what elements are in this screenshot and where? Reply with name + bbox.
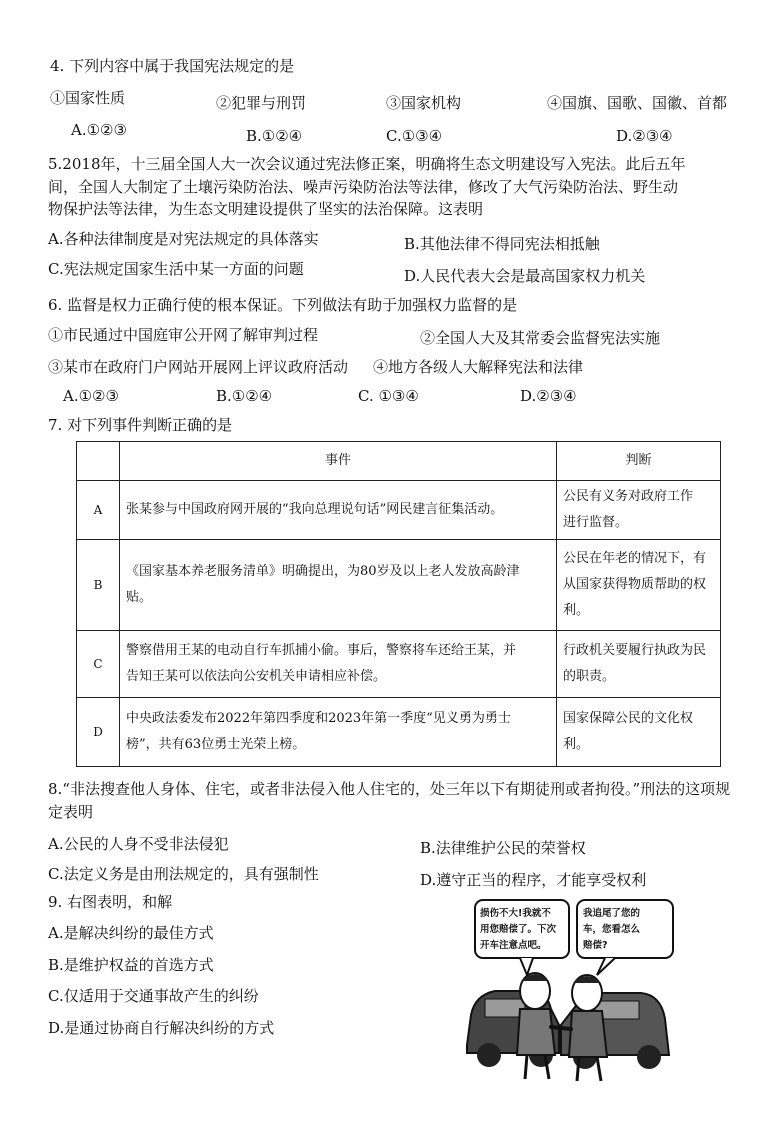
q6-option-d[interactable]: D.②③④ [520,387,577,405]
q9-stem: 9. 右图表明，和解 [48,893,173,911]
q4-option-c[interactable]: C.①③④ [386,127,443,145]
q6-option-c[interactable]: C. ①③④ [358,387,419,405]
row-event [120,540,557,631]
table-row[interactable] [77,631,721,698]
bubble-right-line: 赔偿? [583,940,608,951]
event-line: 贴。 [126,590,153,605]
q9-option-d[interactable]: D.是通过协商自行解决纠纷的方式 [48,1019,275,1037]
event-line: 榜”，共有63位勇士光荣上榜。 [126,737,306,752]
judgement-line: 行政机关要履行执政为民 [563,643,707,658]
row-key: D [77,698,120,767]
q5-option-d[interactable]: D.人民代表大会是最高国家权力机关 [404,267,646,285]
q4-option-b[interactable]: B.①②④ [246,127,303,145]
judgement-line: 的职责。 [563,669,616,684]
row-judgement [557,631,721,698]
q6-item-3: ③某市在政府门户网站开展网上评议政府活动 [48,358,349,376]
q8-option-c[interactable]: C.法定义务是由刑法规定的，具有强制性 [48,865,319,883]
bubble-right-line: 我追尾了您的 [583,908,641,919]
q4-item-3: ③国家机构 [386,94,462,112]
q8-option-d[interactable]: D.遵守正当的程序，才能享受权利 [420,871,647,889]
q6-stem: 6. 监督是权力正确行使的根本保证。下列做法有助于加强权力监督的是 [48,296,518,314]
mediation-cartoon [465,895,675,1085]
q4-option-d[interactable]: D.②③④ [616,127,673,145]
q5-option-c[interactable]: C.宪法规定国家生活中某一方面的问题 [48,260,304,278]
judgement-line: 从国家获得物质帮助的权 [563,577,707,592]
q5-stem-line-2: 间，全国人大制定了土壤污染防治法、噪声污染防治法等法律，修改了大气污染防治法、野生动 [48,178,679,196]
judgement-line: 利。 [563,603,590,618]
judgement-line: 公民有义务对政府工作 [563,489,694,504]
q9-option-b[interactable]: B.是维护权益的首选方式 [48,956,214,974]
event-line: 张某参与中国政府网开展的“我向总理说句话”网民建言征集活动。 [126,502,504,517]
row-judgement [557,481,721,540]
handshake-icon [551,1027,571,1029]
bubble-left-line: 用您赔偿了。下次 [480,924,557,935]
bubble-left-line: 开车注意点吧。 [480,940,547,951]
judgement-line: 利。 [563,737,590,752]
q6-option-b[interactable]: B.①②④ [216,387,273,405]
q5-option-a[interactable]: A.各种法律制度是对宪法规定的具体落实 [48,230,319,248]
bubble-left-line: 损伤不大!我就不 [480,908,551,919]
row-event [120,698,557,767]
event-line: 警察借用王某的电动自行车抓捕小偷。事后，警察将车还给王某，并 [126,643,517,658]
q4-item-2: ②犯罪与刑罚 [216,94,307,112]
event-line: 中央政法委发布2022年第四季度和2023年第一季度“见义勇为勇士 [126,711,511,726]
q6-item-4: ④地方各级人大解释宪法和法律 [373,358,584,376]
table-row[interactable] [77,481,721,540]
q4-item-4: ④国旗、国歌、国徽、首都 [547,94,728,112]
judgement-line: 进行监督。 [563,515,629,530]
bubble-right-line: 车，您看怎么 [583,924,641,935]
q5-stem-line-3: 物保护法等法律，为生态文明建设提供了坚实的法治保障。这表明 [48,200,484,218]
row-event [120,481,557,540]
q4-stem: 4. 下列内容中属于我国宪法规定的是 [50,57,295,75]
q8-stem-line-2: 定表明 [48,803,94,821]
q6-item-1: ①市民通过中国庭审公开网了解审判过程 [48,326,319,344]
q4-option-a[interactable]: A.①②③ [71,121,127,139]
event-line: 《国家基本养老服务清单》明确提出，为80岁及以上老人发放高龄津 [126,564,520,579]
table-header-key [77,442,120,481]
row-judgement [557,698,721,767]
table-header-row [77,442,721,481]
row-judgement [557,540,721,631]
q6-item-2: ②全国人大及其常委会监督宪法实施 [420,329,661,347]
q8-option-a[interactable]: A.公民的人身不受非法侵犯 [48,835,229,853]
q8-option-b[interactable]: B.法律维护公民的荣誉权 [420,839,586,857]
q8-stem-line-1: 8.“非法搜查他人身体、住宅，或者非法侵入他人住宅的，处三年以下有期徒刑或者拘役。”刑法的这项规 [48,780,731,798]
q7-stem: 7. 对下列事件判断正确的是 [48,416,233,434]
q7-events-table [76,441,721,767]
q4-item-1: ①国家性质 [50,89,126,107]
q9-option-a[interactable]: A.是解决纠纷的最佳方式 [48,924,214,942]
table-header-judgement: 判断 [557,442,721,481]
row-key: B [77,540,120,631]
q6-option-a[interactable]: A.①②③ [63,387,119,405]
event-line: 告知王某可以依法向公安机关申请相应补偿。 [126,669,387,684]
table-row[interactable] [77,540,721,631]
row-key: C [77,631,120,698]
table-header-event: 事件 [120,442,557,481]
row-event [120,631,557,698]
q5-option-b[interactable]: B.其他法律不得同宪法相抵触 [404,235,600,253]
q9-option-c[interactable]: C.仅适用于交通事故产生的纠纷 [48,987,259,1005]
judgement-line: 国家保障公民的文化权 [563,711,694,726]
table-row[interactable] [77,698,721,767]
judgement-line: 公民在年老的情况下，有 [563,551,707,566]
row-key: A [77,481,120,540]
q5-stem-line-1: 5.2018年，十三届全国人大一次会议通过宪法修正案，明确将生态文明建设写入宪法。此后五年 [48,155,686,173]
